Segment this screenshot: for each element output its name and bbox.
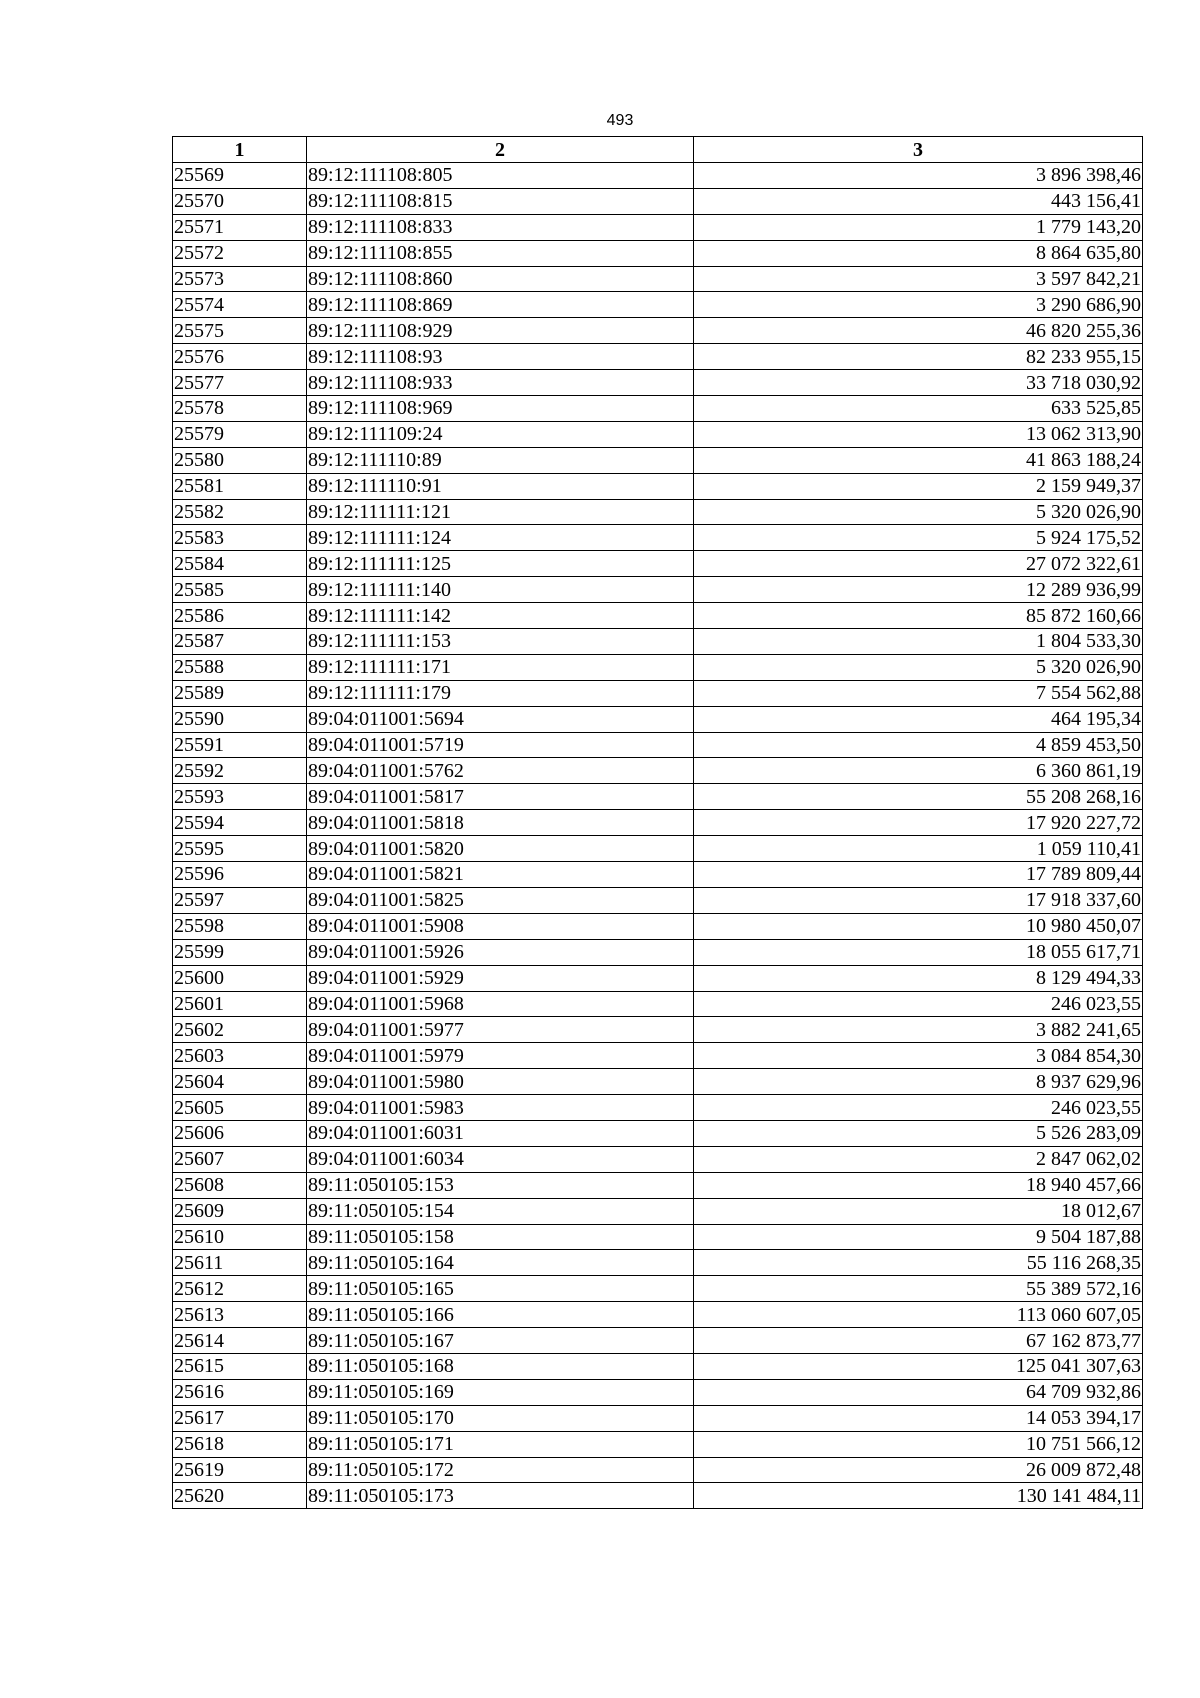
cadastral-value-cell: 125 041 307,63 <box>694 1353 1143 1379</box>
cadastral-value-cell: 246 023,55 <box>694 1095 1143 1121</box>
table-row <box>173 836 1143 862</box>
cadastral-id-cell: 89:12:111108:93 <box>307 344 694 370</box>
cadastral-id-cell: 89:04:011001:5926 <box>307 939 694 965</box>
cadastral-value-cell: 18 055 617,71 <box>694 939 1143 965</box>
cadastral-id-cell: 89:04:011001:5817 <box>307 784 694 810</box>
row-number-cell: 25587 <box>173 629 307 655</box>
cadastral-id-cell: 89:12:111108:869 <box>307 292 694 318</box>
table-row <box>173 370 1143 396</box>
cadastral-value-cell: 3 882 241,65 <box>694 1017 1143 1043</box>
cadastral-id-cell: 89:11:050105:171 <box>307 1431 694 1457</box>
cadastral-value-cell: 4 859 453,50 <box>694 732 1143 758</box>
cadastral-id-cell: 89:11:050105:167 <box>307 1328 694 1354</box>
table-row <box>173 603 1143 629</box>
cadastral-id-cell: 89:04:011001:5821 <box>307 862 694 888</box>
cadastral-id-cell: 89:11:050105:158 <box>307 1224 694 1250</box>
table-row <box>173 1276 1143 1302</box>
row-number-cell: 25589 <box>173 680 307 706</box>
table-row <box>173 421 1143 447</box>
row-number-cell: 25585 <box>173 577 307 603</box>
row-number-cell: 25598 <box>173 913 307 939</box>
cadastral-id-cell: 89:04:011001:5762 <box>307 758 694 784</box>
table-row <box>173 577 1143 603</box>
cadastral-value-cell: 55 208 268,16 <box>694 784 1143 810</box>
row-number-cell: 25593 <box>173 784 307 810</box>
table-row <box>173 240 1143 266</box>
row-number-cell: 25569 <box>173 163 307 189</box>
row-number-cell: 25594 <box>173 810 307 836</box>
row-number-cell: 25573 <box>173 266 307 292</box>
cadastral-id-cell: 89:04:011001:5968 <box>307 991 694 1017</box>
table-row <box>173 292 1143 318</box>
cadastral-id-cell: 89:12:111108:815 <box>307 188 694 214</box>
row-number-cell: 25580 <box>173 447 307 473</box>
cadastral-id-cell: 89:04:011001:5694 <box>307 706 694 732</box>
cadastral-id-cell: 89:12:111108:855 <box>307 240 694 266</box>
row-number-cell: 25603 <box>173 1043 307 1069</box>
cadastral-value-cell: 1 059 110,41 <box>694 836 1143 862</box>
table-row <box>173 654 1143 680</box>
row-number-cell: 25596 <box>173 862 307 888</box>
cadastral-id-cell: 89:04:011001:5719 <box>307 732 694 758</box>
row-number-cell: 25615 <box>173 1353 307 1379</box>
cadastral-id-cell: 89:04:011001:5908 <box>307 913 694 939</box>
table-row <box>173 163 1143 189</box>
cadastral-value-cell: 2 159 949,37 <box>694 473 1143 499</box>
row-number-cell: 25602 <box>173 1017 307 1043</box>
cadastral-id-cell: 89:04:011001:6034 <box>307 1146 694 1172</box>
table-row <box>173 965 1143 991</box>
cadastral-id-cell: 89:11:050105:153 <box>307 1172 694 1198</box>
cadastral-id-cell: 89:12:111108:969 <box>307 396 694 422</box>
table-row <box>173 939 1143 965</box>
cadastral-value-cell: 41 863 188,24 <box>694 447 1143 473</box>
cadastral-id-cell: 89:12:111108:805 <box>307 163 694 189</box>
row-number-cell: 25578 <box>173 396 307 422</box>
table-row <box>173 1172 1143 1198</box>
cadastral-value-cell: 8 937 629,96 <box>694 1069 1143 1095</box>
cadastral-value-cell: 8 129 494,33 <box>694 965 1143 991</box>
cadastral-value-cell: 17 789 809,44 <box>694 862 1143 888</box>
row-number-cell: 25614 <box>173 1328 307 1354</box>
table-row <box>173 473 1143 499</box>
cadastral-value-cell: 3 597 842,21 <box>694 266 1143 292</box>
row-number-cell: 25619 <box>173 1457 307 1483</box>
row-number-cell: 25604 <box>173 1069 307 1095</box>
table-row <box>173 551 1143 577</box>
row-number-cell: 25617 <box>173 1405 307 1431</box>
table-row <box>173 680 1143 706</box>
cadastral-id-cell: 89:04:011001:5820 <box>307 836 694 862</box>
cadastral-id-cell: 89:04:011001:5983 <box>307 1095 694 1121</box>
cadastral-value-cell: 18 940 457,66 <box>694 1172 1143 1198</box>
cadastral-value-cell: 27 072 322,61 <box>694 551 1143 577</box>
cadastral-id-cell: 89:12:111109:24 <box>307 421 694 447</box>
cadastral-id-cell: 89:11:050105:154 <box>307 1198 694 1224</box>
table-row <box>173 758 1143 784</box>
row-number-cell: 25610 <box>173 1224 307 1250</box>
cadastral-value-cell: 130 141 484,11 <box>694 1483 1143 1509</box>
row-number-cell: 25595 <box>173 836 307 862</box>
cadastral-id-cell: 89:04:011001:5979 <box>307 1043 694 1069</box>
table-row <box>173 732 1143 758</box>
row-number-cell: 25618 <box>173 1431 307 1457</box>
row-number-cell: 25579 <box>173 421 307 447</box>
table-row <box>173 1224 1143 1250</box>
table-row <box>173 1120 1143 1146</box>
row-number-cell: 25613 <box>173 1302 307 1328</box>
cadastral-value-cell: 5 320 026,90 <box>694 499 1143 525</box>
cadastral-value-cell: 443 156,41 <box>694 188 1143 214</box>
cadastral-value-cell: 82 233 955,15 <box>694 344 1143 370</box>
table-row <box>173 447 1143 473</box>
cadastral-value-cell: 8 864 635,80 <box>694 240 1143 266</box>
table-row <box>173 396 1143 422</box>
row-number-cell: 25588 <box>173 654 307 680</box>
row-number-cell: 25609 <box>173 1198 307 1224</box>
cadastral-value-cell: 6 360 861,19 <box>694 758 1143 784</box>
table-row <box>173 1250 1143 1276</box>
cadastral-value-cell: 67 162 873,77 <box>694 1328 1143 1354</box>
cadastral-value-cell: 46 820 255,36 <box>694 318 1143 344</box>
cadastral-id-cell: 89:04:011001:5980 <box>307 1069 694 1095</box>
cadastral-id-cell: 89:11:050105:170 <box>307 1405 694 1431</box>
cadastral-value-cell: 2 847 062,02 <box>694 1146 1143 1172</box>
table-row <box>173 784 1143 810</box>
table-row <box>173 810 1143 836</box>
row-number-cell: 25575 <box>173 318 307 344</box>
row-number-cell: 25605 <box>173 1095 307 1121</box>
cadastral-id-cell: 89:11:050105:172 <box>307 1457 694 1483</box>
table-row <box>173 1379 1143 1405</box>
table-row <box>173 1302 1143 1328</box>
table-row <box>173 1405 1143 1431</box>
cadastral-value-cell: 64 709 932,86 <box>694 1379 1143 1405</box>
row-number-cell: 25571 <box>173 214 307 240</box>
table-row <box>173 629 1143 655</box>
cadastral-value-cell: 464 195,34 <box>694 706 1143 732</box>
cadastral-id-cell: 89:12:111108:929 <box>307 318 694 344</box>
row-number-cell: 25597 <box>173 887 307 913</box>
row-number-cell: 25608 <box>173 1172 307 1198</box>
row-number-cell: 25601 <box>173 991 307 1017</box>
row-number-cell: 25599 <box>173 939 307 965</box>
cadastral-value-table <box>172 136 1143 1509</box>
table-row <box>173 1069 1143 1095</box>
row-number-cell: 25584 <box>173 551 307 577</box>
cadastral-id-cell: 89:12:111111:153 <box>307 629 694 655</box>
cadastral-value-cell: 17 918 337,60 <box>694 887 1143 913</box>
row-number-cell: 25577 <box>173 370 307 396</box>
table-row <box>173 1328 1143 1354</box>
row-number-cell: 25606 <box>173 1120 307 1146</box>
row-number-cell: 25616 <box>173 1379 307 1405</box>
cadastral-id-cell: 89:04:011001:5825 <box>307 887 694 913</box>
table-row <box>173 1017 1143 1043</box>
row-number-cell: 25572 <box>173 240 307 266</box>
cadastral-id-cell: 89:11:050105:173 <box>307 1483 694 1509</box>
cadastral-id-cell: 89:04:011001:5818 <box>307 810 694 836</box>
cadastral-value-cell: 55 116 268,35 <box>694 1250 1143 1276</box>
row-number-cell: 25576 <box>173 344 307 370</box>
table-row <box>173 214 1143 240</box>
cadastral-value-cell: 13 062 313,90 <box>694 421 1143 447</box>
cadastral-value-cell: 10 980 450,07 <box>694 913 1143 939</box>
row-number-cell: 25574 <box>173 292 307 318</box>
cadastral-id-cell: 89:12:111111:142 <box>307 603 694 629</box>
cadastral-value-cell: 246 023,55 <box>694 991 1143 1017</box>
cadastral-value-cell: 55 389 572,16 <box>694 1276 1143 1302</box>
row-number-cell: 25582 <box>173 499 307 525</box>
row-number-cell: 25592 <box>173 758 307 784</box>
cadastral-id-cell: 89:11:050105:168 <box>307 1353 694 1379</box>
cadastral-value-cell: 17 920 227,72 <box>694 810 1143 836</box>
cadastral-value-cell: 14 053 394,17 <box>694 1405 1143 1431</box>
cadastral-id-cell: 89:12:111110:89 <box>307 447 694 473</box>
cadastral-id-cell: 89:12:111111:171 <box>307 654 694 680</box>
cadastral-id-cell: 89:12:111111:121 <box>307 499 694 525</box>
cadastral-value-cell: 5 320 026,90 <box>694 654 1143 680</box>
cadastral-id-cell: 89:04:011001:5977 <box>307 1017 694 1043</box>
table-row <box>173 188 1143 214</box>
table-row <box>173 1043 1143 1069</box>
cadastral-id-cell: 89:04:011001:5929 <box>307 965 694 991</box>
cadastral-id-cell: 89:11:050105:165 <box>307 1276 694 1302</box>
cadastral-id-cell: 89:12:111111:124 <box>307 525 694 551</box>
cadastral-value-cell: 3 290 686,90 <box>694 292 1143 318</box>
cadastral-value-cell: 7 554 562,88 <box>694 680 1143 706</box>
cadastral-id-cell: 89:11:050105:169 <box>307 1379 694 1405</box>
cadastral-value-cell: 1 804 533,30 <box>694 629 1143 655</box>
row-number-cell: 25590 <box>173 706 307 732</box>
table-row <box>173 991 1143 1017</box>
row-number-cell: 25611 <box>173 1250 307 1276</box>
cadastral-id-cell: 89:12:111108:933 <box>307 370 694 396</box>
cadastral-value-cell: 5 924 175,52 <box>694 525 1143 551</box>
table-row <box>173 862 1143 888</box>
row-number-cell: 25581 <box>173 473 307 499</box>
cadastral-id-cell: 89:11:050105:166 <box>307 1302 694 1328</box>
row-number-cell: 25570 <box>173 188 307 214</box>
cadastral-value-cell: 5 526 283,09 <box>694 1120 1143 1146</box>
table-row <box>173 706 1143 732</box>
row-number-cell: 25586 <box>173 603 307 629</box>
table-row <box>173 1457 1143 1483</box>
cadastral-value-cell: 33 718 030,92 <box>694 370 1143 396</box>
cadastral-value-cell: 9 504 187,88 <box>694 1224 1143 1250</box>
table-row <box>173 1095 1143 1121</box>
column-header-cadastral-id: 2 <box>307 137 694 163</box>
cadastral-value-cell: 3 084 854,30 <box>694 1043 1143 1069</box>
table-row <box>173 1198 1143 1224</box>
table-row <box>173 318 1143 344</box>
row-number-cell: 25591 <box>173 732 307 758</box>
cadastral-value-cell: 12 289 936,99 <box>694 577 1143 603</box>
cadastral-value-cell: 10 751 566,12 <box>694 1431 1143 1457</box>
cadastral-value-cell: 1 779 143,20 <box>694 214 1143 240</box>
cadastral-id-cell: 89:12:111111:140 <box>307 577 694 603</box>
cadastral-id-cell: 89:04:011001:6031 <box>307 1120 694 1146</box>
cadastral-value-cell: 85 872 160,66 <box>694 603 1143 629</box>
table-row <box>173 1353 1143 1379</box>
cadastral-value-cell: 633 525,85 <box>694 396 1143 422</box>
cadastral-id-cell: 89:12:111111:179 <box>307 680 694 706</box>
table-header-row <box>173 137 1143 163</box>
row-number-cell: 25620 <box>173 1483 307 1509</box>
table-row <box>173 887 1143 913</box>
table-row <box>173 1431 1143 1457</box>
row-number-cell: 25583 <box>173 525 307 551</box>
table-row <box>173 499 1143 525</box>
cadastral-id-cell: 89:12:111108:860 <box>307 266 694 292</box>
table-row <box>173 344 1143 370</box>
table-row <box>173 913 1143 939</box>
page-number: 493 <box>606 112 634 129</box>
column-header-value: 3 <box>694 137 1143 163</box>
cadastral-id-cell: 89:12:111110:91 <box>307 473 694 499</box>
cadastral-id-cell: 89:11:050105:164 <box>307 1250 694 1276</box>
table-body <box>173 163 1143 1509</box>
row-number-cell: 25607 <box>173 1146 307 1172</box>
cadastral-value-cell: 3 896 398,46 <box>694 163 1143 189</box>
table-row <box>173 1483 1143 1509</box>
table-row <box>173 525 1143 551</box>
row-number-cell: 25600 <box>173 965 307 991</box>
row-number-cell: 25612 <box>173 1276 307 1302</box>
table-row <box>173 266 1143 292</box>
cadastral-value-cell: 26 009 872,48 <box>694 1457 1143 1483</box>
table-row <box>173 1146 1143 1172</box>
cadastral-id-cell: 89:12:111111:125 <box>307 551 694 577</box>
cadastral-id-cell: 89:12:111108:833 <box>307 214 694 240</box>
cadastral-value-cell: 18 012,67 <box>694 1198 1143 1224</box>
cadastral-value-cell: 113 060 607,05 <box>694 1302 1143 1328</box>
column-header-number: 1 <box>173 137 307 163</box>
